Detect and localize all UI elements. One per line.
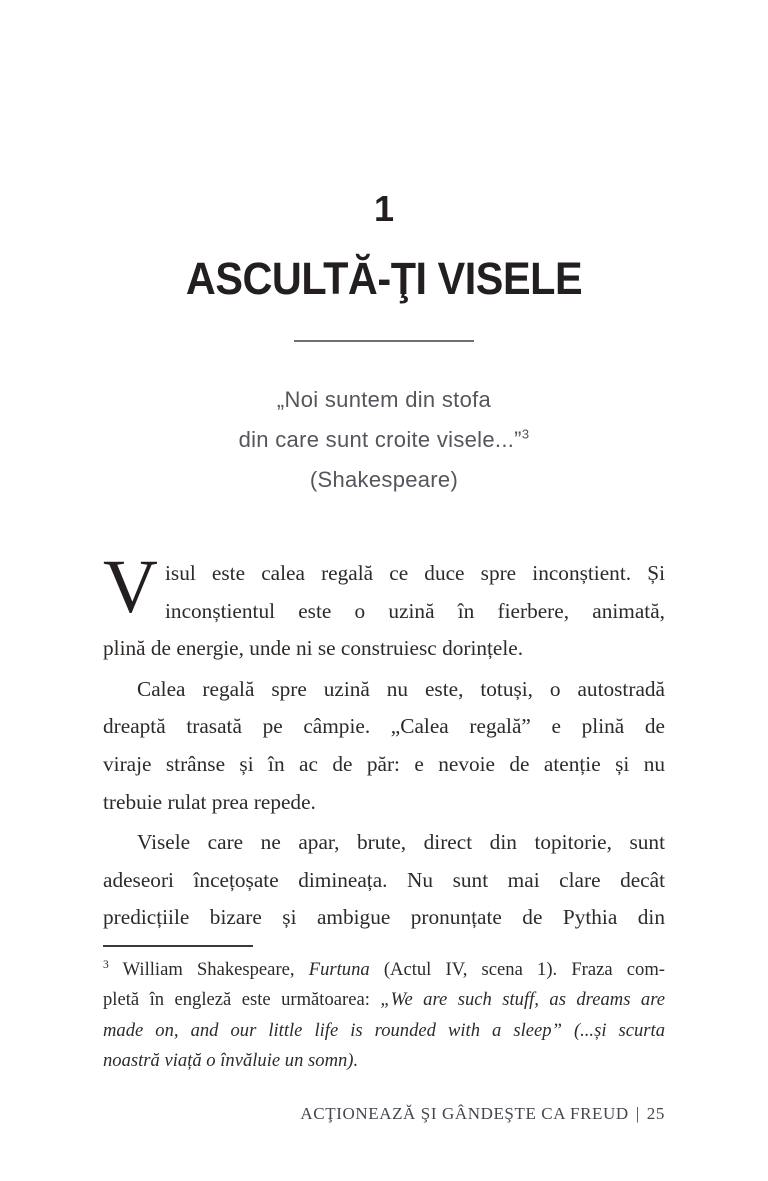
epigraph-line-1: „Noi suntem din stofa — [276, 387, 492, 412]
page-number: 25 — [646, 1104, 665, 1123]
paragraph-3-line-2: adeseori încețoșate dimineața. Nu sunt mai clare decât — [103, 867, 665, 892]
footnote-line-1 — [103, 955, 665, 985]
epigraph-attribution: (Shakespeare) — [309, 467, 459, 492]
paragraph-1-line-2: inconștientul este o uzină în fierbere, animată, — [165, 598, 665, 623]
paragraph-2-line-3: viraje strânse și în ac de păr: e nevoie de atenție și nu — [103, 751, 665, 776]
epigraph-line-2-text: din care sunt croite visele...” — [238, 427, 522, 452]
footnote-line-4 — [103, 1046, 665, 1076]
footnote-divider — [103, 945, 253, 947]
paragraph-3 — [103, 824, 665, 937]
paragraph-1-line-1: isul este calea regală ce duce spre inconștient. Și — [165, 561, 665, 585]
footer-separator: | — [635, 1104, 640, 1123]
footnote-line-2 — [103, 985, 665, 1015]
footnote-reference: 3 — [521, 426, 530, 442]
footnote-quote: noastră viață o învăluie un somn). — [103, 1050, 359, 1072]
epigraph-line-2 — [0, 420, 768, 460]
epigraph — [0, 380, 768, 500]
title-divider — [294, 340, 474, 342]
footnote-quote: „We are such stuff, as dreams are — [380, 989, 665, 1011]
paragraph-2-line-4: trebuie rulat prea repede. — [103, 789, 316, 814]
paragraph-1 — [103, 545, 665, 668]
paragraph-2-line-2: dreaptă trasată pe câmpie. „Calea regală” e plină de — [103, 714, 665, 739]
footnote-line-3 — [103, 1016, 665, 1046]
running-title: ACŢIONEAZĂ ŞI GÂNDEŞTE CA FREUD — [300, 1104, 629, 1123]
drop-cap: V — [103, 545, 158, 629]
paragraph-3-line-1: Visele care ne apar, brute, direct din topitorie, sunt — [137, 830, 665, 855]
footnote-text: William Shakespeare, — [108, 959, 309, 980]
footnote — [103, 945, 665, 1077]
paragraph-1-line-3: plină de energie, unde ni se construiesc dorințele. — [103, 636, 524, 661]
chapter-title: ASCULTĂ-ŢI VISELE — [185, 253, 583, 304]
body-text — [103, 545, 665, 937]
footnote-work-title: Furtuna — [308, 959, 370, 980]
paragraph-3-line-3: predicțiile bizare și ambigue pronunțate de Pythia din — [103, 905, 665, 930]
running-footer — [103, 1103, 665, 1125]
paragraph-2-line-1: Calea regală spre uzină nu este, totuși, o autostradă — [137, 676, 665, 701]
paragraph-2 — [103, 671, 665, 821]
footnote-text: (Actul IV, scena 1). Fraza com- — [369, 959, 666, 980]
footnote-quote: made on, and our little life is rounded with a sleep” (...și scurta — [103, 1019, 665, 1041]
footnote-marker: 3 — [103, 958, 109, 971]
chapter-number: 1 — [373, 188, 395, 229]
footnote-text: pletă în engleză este următoarea: — [103, 989, 381, 1011]
